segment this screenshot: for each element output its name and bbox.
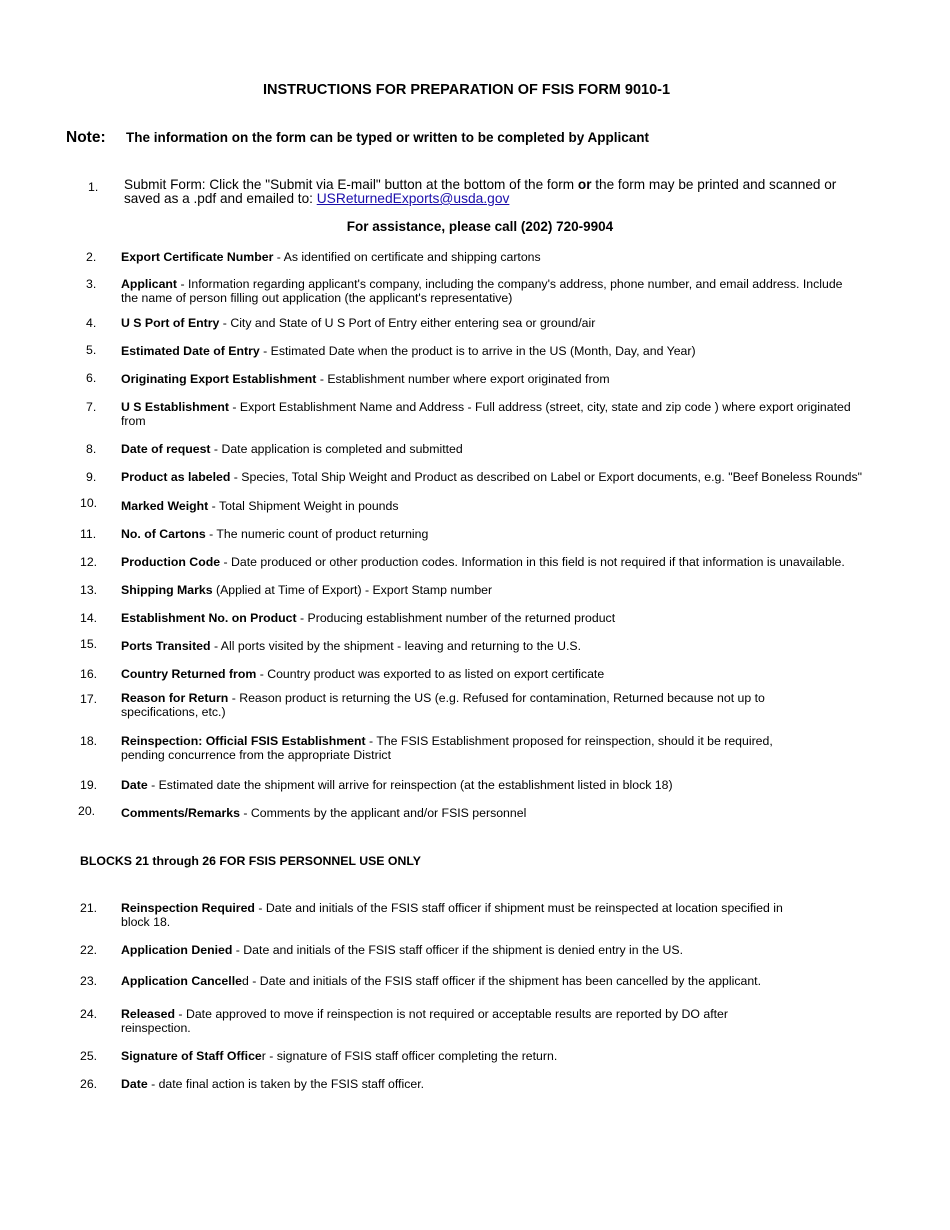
item-label: Reason for Return — [121, 691, 229, 705]
item-description — [121, 1049, 801, 1063]
item-text: - date final action is taken by the FSIS staff officer. — [147, 1077, 425, 1091]
item-number: 24. — [80, 1007, 98, 1021]
item-text: - Producing establishment number of the returned product — [296, 611, 616, 625]
item-text: r - signature of FSIS staff officer completing the return. — [261, 1049, 558, 1063]
item-text: - Export Establishment Name and Address - Full address (street, city, state and zip code ) where export originated from — [121, 400, 851, 428]
item-description — [121, 583, 881, 597]
item-label: Country Returned from — [121, 667, 257, 681]
item-label: Application Cancelle — [121, 974, 242, 988]
item-text: d - Date and initials of the FSIS staff officer if the shipment has been cancelled by the applicant. — [241, 974, 762, 988]
item-description — [121, 806, 881, 820]
item-text: - Date and initials of the FSIS staff officer if the shipment is denied entry in the US. — [232, 943, 684, 957]
item-description — [121, 1077, 801, 1091]
item-label: Released — [121, 1007, 176, 1021]
item-number: 3. — [86, 277, 97, 291]
item-text: - Date and initials of the FSIS staff officer if shipment must be reinspected at location specified in block 18. — [121, 901, 783, 929]
item-number: 1. — [88, 180, 99, 194]
item-label: Export Certificate Number — [121, 250, 274, 264]
item-number: 14. — [80, 611, 98, 625]
item-description — [121, 901, 801, 929]
item-description — [121, 639, 881, 653]
item-label: Production Code — [121, 555, 221, 569]
item-label: No. of Cartons — [121, 527, 206, 541]
item-description — [121, 316, 881, 330]
item-description — [121, 1007, 801, 1035]
submit-text-before: Submit Form: Click the "Submit via E-mail" button at the bottom of the form — [124, 177, 578, 192]
item-number: 9. — [86, 470, 97, 484]
item-text: - Establishment number where export originated from — [316, 372, 610, 386]
item-number: 19. — [80, 778, 98, 792]
item-number: 16. — [80, 667, 98, 681]
item-text: - Country product was exported to as listed on export certificate — [256, 667, 605, 681]
item-description — [121, 974, 821, 988]
item-label: Shipping Marks — [121, 583, 213, 597]
item-text: - Species, Total Ship Weight and Product as described on Label or Export documents, e.g. "Beef Boneless Rounds" — [230, 470, 863, 484]
item-number: 7. — [86, 400, 97, 414]
item-label: Comments/Remarks — [121, 806, 240, 820]
item-label: U S Port of Entry — [121, 316, 220, 330]
item-text: - Reason product is returning the US (e.g. Refused for contamination, Returned because not up to specifications, etc.) — [121, 691, 765, 719]
item-text: - Date application is completed and submitted — [210, 442, 463, 456]
item-description — [121, 527, 881, 541]
item-text: - Date approved to move if reinspection is not required or acceptable results are reported by DO after reinspection. — [121, 1007, 728, 1035]
item-label: Estimated Date of Entry — [121, 344, 260, 358]
email-link[interactable]: USReturnedExports@usda.gov — [316, 191, 510, 206]
item-text: - The numeric count of product returning — [205, 527, 429, 541]
item-text: - All ports visited by the shipment - leaving and returning to the U.S. — [210, 639, 581, 653]
item-description — [121, 250, 881, 264]
item-description — [121, 400, 866, 428]
item-description — [121, 778, 881, 792]
item-number: 5. — [86, 343, 97, 357]
item-label: Establishment No. on Product — [121, 611, 297, 625]
item-number: 15. — [80, 637, 98, 651]
item-text: (Applied at Time of Export) - Export Stamp number — [212, 583, 493, 597]
item-number: 2. — [86, 250, 97, 264]
item-label: U S Establishment — [121, 400, 229, 414]
item-number: 4. — [86, 316, 97, 330]
item-text: - As identified on certificate and shipping cartons — [273, 250, 541, 264]
item-number: 8. — [86, 442, 97, 456]
submit-text-after: the form may be printed and scanned or saved as a .pdf and emailed to: — [124, 177, 837, 206]
submit-bold-or: or — [577, 177, 592, 192]
item-number: 22. — [80, 943, 98, 957]
item-label: Date — [121, 1077, 148, 1091]
item-text: - City and State of U S Port of Entry either entering sea or ground/air — [219, 316, 596, 330]
item-description — [121, 499, 881, 513]
item-number: 18. — [80, 734, 98, 748]
item-description — [121, 277, 861, 305]
item-number: 13. — [80, 583, 98, 597]
item-description — [121, 344, 881, 358]
item-description — [121, 734, 791, 762]
item-description — [121, 943, 801, 957]
item-label: Date of request — [121, 442, 211, 456]
item-text: - Information regarding applicant's company, including the company's address, phone number, and email address. Include the name of person filling out application (the applicant's representative) — [121, 277, 843, 305]
item-number: 17. — [80, 692, 98, 706]
section-heading: BLOCKS 21 through 26 FOR FSIS PERSONNEL USE ONLY — [80, 854, 421, 868]
item-label: Application Denied — [121, 943, 233, 957]
item-text: - The FSIS Establishment proposed for reinspection, should it be required, pending concurrence from the appropriate District — [121, 734, 773, 762]
item-text: - Total Shipment Weight in pounds — [208, 499, 399, 513]
item-description — [121, 470, 911, 484]
item-number: 21. — [80, 901, 98, 915]
item-text: - Comments by the applicant and/or FSIS personnel — [239, 806, 527, 820]
item-number: 20. — [78, 804, 96, 818]
item-text: - Date produced or other production codes. Information in this field is not required if that information is unavailable. — [220, 555, 845, 569]
item-description — [121, 667, 881, 681]
submit-instructions — [124, 178, 864, 206]
item-description — [121, 691, 781, 719]
item-number: 6. — [86, 371, 97, 385]
item-label: Signature of Staff Office — [121, 1049, 262, 1063]
item-description — [121, 611, 881, 625]
item-label: Reinspection: Official FSIS Establishment — [121, 734, 366, 748]
item-label: Ports Transited — [121, 639, 211, 653]
assistance-phone: For assistance, please call (202) 720-9904 — [346, 219, 614, 234]
page-title: INSTRUCTIONS FOR PREPARATION OF FSIS FORM 9010-1 — [262, 82, 671, 98]
item-number: 26. — [80, 1077, 98, 1091]
item-label: Marked Weight — [121, 499, 209, 513]
item-description — [121, 442, 881, 456]
item-number: 12. — [80, 555, 98, 569]
item-number: 23. — [80, 974, 98, 988]
item-description — [121, 372, 881, 386]
note-label: Note: — [66, 129, 106, 146]
item-label: Applicant — [121, 277, 178, 291]
item-label: Product as labeled — [121, 470, 231, 484]
item-number: 25. — [80, 1049, 98, 1063]
item-number: 11. — [80, 527, 97, 541]
item-label: Reinspection Required — [121, 901, 255, 915]
item-label: Date — [121, 778, 148, 792]
item-description — [121, 555, 901, 569]
note-text: The information on the form can be typed or written to be completed by Applicant — [126, 130, 650, 145]
item-number: 10. — [80, 496, 98, 510]
item-text: - Estimated date the shipment will arrive for reinspection (at the establishment listed in block 18) — [147, 778, 673, 792]
item-label: Originating Export Establishment — [121, 372, 317, 386]
item-text: - Estimated Date when the product is to arrive in the US (Month, Day, and Year) — [259, 344, 696, 358]
